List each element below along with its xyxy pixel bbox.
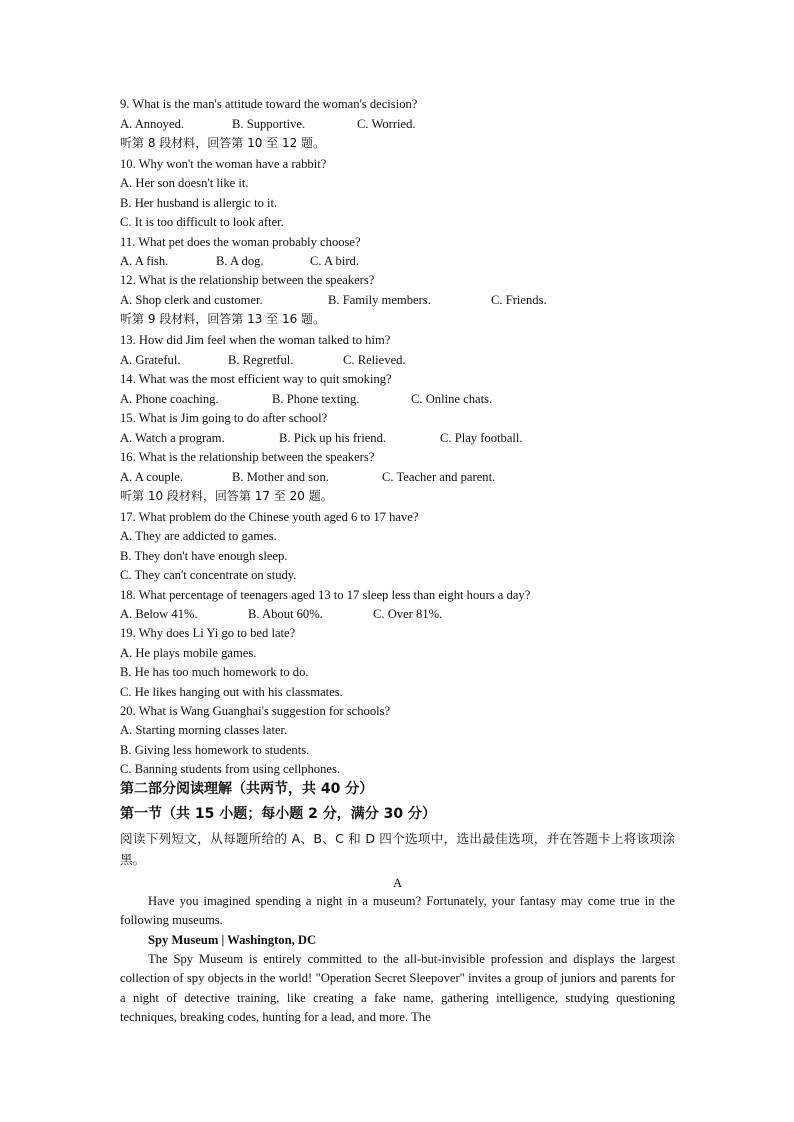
section-note: 听第 8 段材料，回答第 10 至 12 题。 xyxy=(120,136,326,150)
option-c: C. They can't concentrate on study. xyxy=(120,568,297,582)
option-b: B. Family members. xyxy=(328,293,431,307)
option-a: A. Grateful. xyxy=(120,353,181,367)
section-note: 听第 10 段材料，回答第 17 至 20 题。 xyxy=(120,489,333,503)
question-10: 10. Why won't the woman have a rabbit? xyxy=(120,157,327,171)
option-a: A. Starting morning classes later. xyxy=(120,723,288,737)
option-b: B. Phone texting. xyxy=(272,392,360,406)
option-b: B. Regretful. xyxy=(228,353,294,367)
option-c: C. Online chats. xyxy=(411,392,493,406)
question-11: 11. What pet does the woman probably choose? xyxy=(120,235,361,249)
option-b: B. Supportive. xyxy=(232,117,306,131)
option-a: A. He plays mobile games. xyxy=(120,646,257,660)
option-c: C. He likes hanging out with his classmates. xyxy=(120,685,343,699)
option-b: B. Mother and son. xyxy=(232,470,329,484)
options-11 xyxy=(120,253,675,269)
option-b: B. They don't have enough sleep. xyxy=(120,549,288,563)
options-15 xyxy=(120,430,675,446)
option-a: A. Phone coaching. xyxy=(120,392,219,406)
option-b: B. Pick up his friend. xyxy=(279,431,387,445)
question-17: 17. What problem do the Chinese youth aged 6 to 17 have? xyxy=(120,510,419,524)
question-20: 20. What is Wang Guanghai's suggestion for schools? xyxy=(120,704,391,718)
option-a: A. Her son doesn't like it. xyxy=(120,176,249,190)
option-c: C. Over 81%. xyxy=(373,607,443,621)
museum-paragraph: The Spy Museum is entirely committed to the all-but-invisible profession and displays the largest collection of spy objects in the world! "Operation Secret Sleepover" invites a group of juniors and parents for a night of detective training, like creating a fake name, gathering intelligence, studying questioning techniques, breaking codes, hunting for a lead, and more. The xyxy=(120,952,675,1025)
passage-label: A xyxy=(392,876,403,890)
question-14: 14. What was the most efficient way to quit smoking? xyxy=(120,372,392,386)
option-a: A. They are addicted to games. xyxy=(120,529,277,543)
option-a: A. A couple. xyxy=(120,470,183,484)
question-19: 19. Why does Li Yi go to bed late? xyxy=(120,626,296,640)
option-c: C. A bird. xyxy=(310,254,359,268)
option-a: A. Watch a program. xyxy=(120,431,225,445)
question-16: 16. What is the relationship between the speakers? xyxy=(120,450,375,464)
options-16 xyxy=(120,469,675,485)
options-14 xyxy=(120,391,675,407)
option-b: B. Giving less homework to students. xyxy=(120,743,310,757)
question-15: 15. What is Jim going to do after school? xyxy=(120,411,328,425)
question-9: 9. What is the man's attitude toward the woman's decision? xyxy=(120,97,418,111)
option-c: C. Play football. xyxy=(440,431,523,445)
option-b: B. He has too much homework to do. xyxy=(120,665,309,679)
intro-paragraph: Have you imagined spending a night in a museum? Fortunately, your fantasy may come true in the following museums. xyxy=(120,894,675,928)
option-c: C. Banning students from using cellphones. xyxy=(120,762,341,776)
museum-title: Spy Museum | Washington, DC xyxy=(148,933,317,947)
question-13: 13. How did Jim feel when the woman talked to him? xyxy=(120,333,391,347)
section-note: 听第 9 段材料，回答第 13 至 16 题。 xyxy=(120,312,326,326)
options-18 xyxy=(120,606,675,622)
option-b: B. About 60%. xyxy=(248,607,323,621)
option-c: C. Teacher and parent. xyxy=(382,470,496,484)
option-a: A. Annoyed. xyxy=(120,117,185,131)
option-b: B. Her husband is allergic to it. xyxy=(120,196,278,210)
question-18: 18. What percentage of teenagers aged 13 to 17 sleep less than eight hours a day? xyxy=(120,588,531,602)
option-c: C. It is too difficult to look after. xyxy=(120,215,284,229)
instructions: 阅读下列短文，从每题所给的 A、B、C 和 D 四个选项中，选出最佳选项，并在答题卡上将该项涂黑。 xyxy=(120,831,675,867)
option-b: B. A dog. xyxy=(216,254,264,268)
options-13 xyxy=(120,352,675,368)
option-a: A. A fish. xyxy=(120,254,169,268)
option-c: C. Relieved. xyxy=(343,353,406,367)
question-12: 12. What is the relationship between the speakers? xyxy=(120,273,375,287)
option-c: C. Friends. xyxy=(491,293,547,307)
option-a: A. Below 41%. xyxy=(120,607,198,621)
option-a: A. Shop clerk and customer. xyxy=(120,293,263,307)
options-9 xyxy=(120,116,675,132)
options-12 xyxy=(120,292,675,308)
option-c: C. Worried. xyxy=(357,117,416,131)
part-heading: 第二部分阅读理解（共两节，共 40 分） xyxy=(120,781,374,797)
section-heading: 第一节（共 15 小题；每小题 2 分，满分 30 分） xyxy=(120,806,436,822)
